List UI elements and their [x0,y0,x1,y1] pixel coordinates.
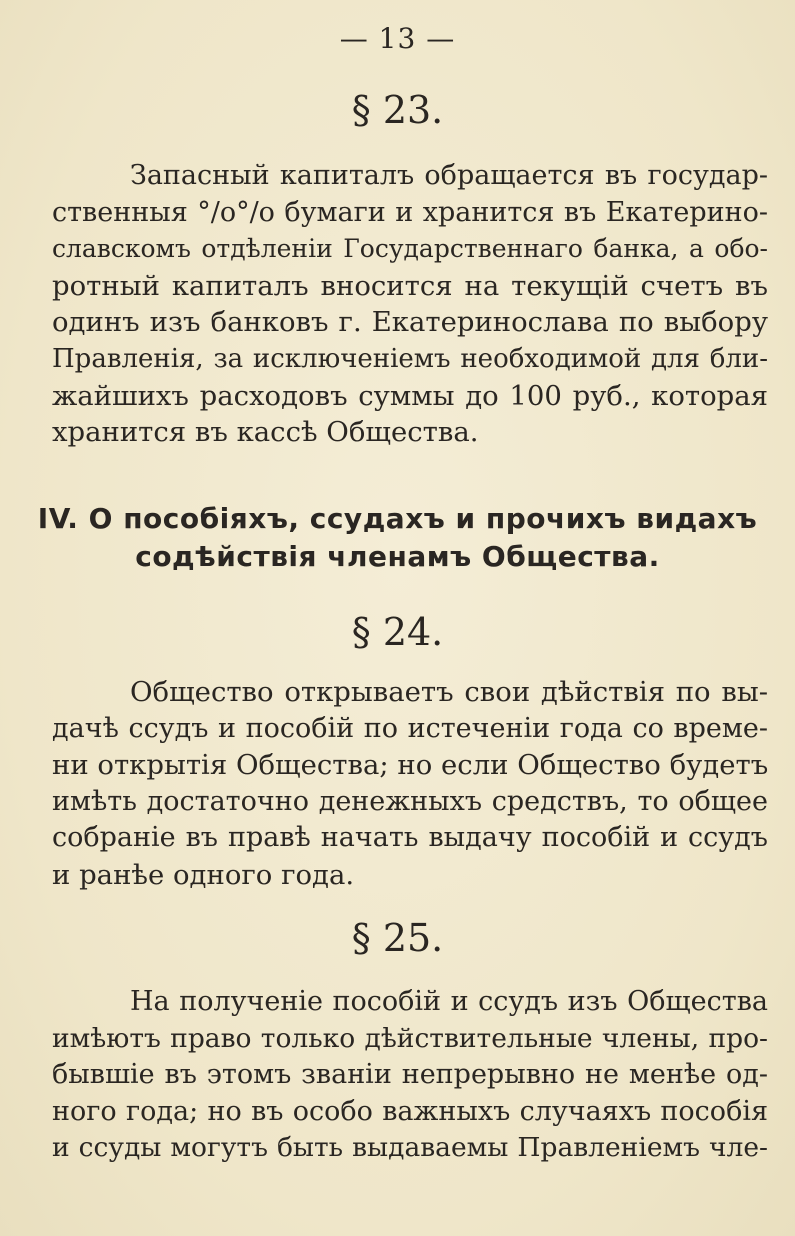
text-line: и ссуды могутъ быть выдаваемы Правленіемъ чле- [52,1132,768,1164]
text-line: дачѣ ссудъ и пособій по истеченіи года со време- [52,712,768,744]
text-line: ни открытія Общества; но если Общество будетъ [52,749,769,782]
text-line: одинъ изъ банковъ г. Екатеринослава по выбору [52,306,768,339]
section-sign-23: § 23. [351,88,444,132]
text-line: Правленія, за исключеніемъ необходимой для бли- [52,343,768,374]
text-line: славскомъ отдѣленіи Государственнаго банка, а обо- [52,234,768,264]
text-line: Общество открываетъ свои дѣйствія по вы- [130,676,768,708]
text-line: имѣть достаточно денежныхъ средствъ, то общее [52,785,768,817]
chapter-heading-line-2: содѣйствія членамъ Общества. [135,540,660,573]
text-line: имѣютъ право только дѣйствительные члены, про- [52,1022,768,1054]
paragraph-25 [52,984,768,1167]
chapter-heading-line-1: IV. О пособіяхъ, ссудахъ и прочихъ видахъ [37,502,758,535]
text-line: хранится въ кассѣ Общества. [52,416,479,449]
text-line: ственныя °/о°/о бумаги и хранится въ Екатерино- [52,196,768,228]
section-sign-24: § 24. [351,610,444,654]
chapter-heading [0,500,795,576]
section-sign-25: § 25. [351,916,444,960]
page-number: — 13 — [339,22,456,55]
text-line: бывшіе въ этомъ званіи непрерывно не менѣе од- [52,1059,768,1091]
text-line: ротный капиталъ вносится на текущій счетъ въ [52,269,768,302]
text-line: ного года; но въ особо важныхъ случаяхъ пособія [52,1095,768,1127]
text-line: и ранѣе одного года. [52,858,355,891]
text-line: собраніе въ правѣ начать выдачу пособій и ссудъ [52,822,768,854]
paragraph-23 [52,158,768,451]
text-line: жайшихъ расходовъ суммы до 100 руб., которая [52,379,768,412]
text-line: Запасный капиталъ обращается въ государ- [130,160,768,191]
text-line: На полученіе пособій и ссудъ изъ Общества [130,986,768,1017]
paragraph-24 [52,674,768,894]
